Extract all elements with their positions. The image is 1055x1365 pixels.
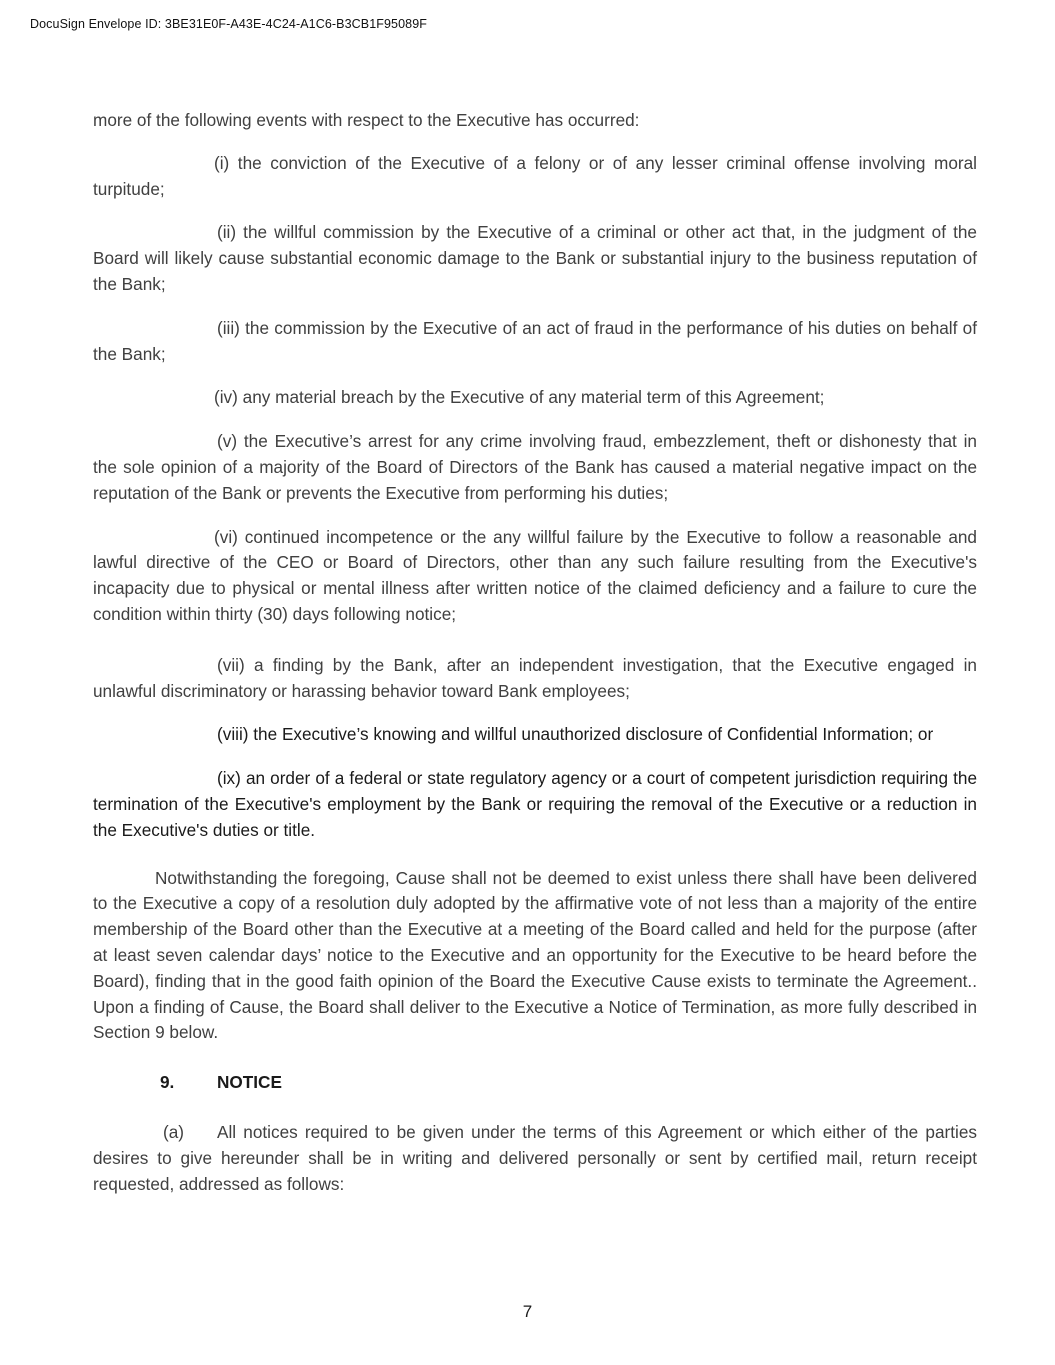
notice-a-label: (a)	[163, 1121, 185, 1142]
section-heading	[93, 1070, 977, 1096]
section-number: 9.	[160, 1072, 175, 1093]
page-number: 7	[522, 1302, 533, 1321]
item-iv: (iv) any material breach by the Executive of any material term of this Agreement;	[214, 387, 825, 408]
docusign-envelope-id: DocuSign Envelope ID: 3BE31E0F-A43E-4C24-A1C6-B3CB1F95089F	[30, 17, 427, 31]
item-vii: (vii) a finding by the Bank, after an independent investigation, that the Executive engaged in unlawful discriminatory or harassing behavior toward Bank employees;	[93, 654, 977, 701]
intro-line: more of the following events with respect to the Executive has occurred:	[93, 110, 640, 130]
item-ix: (ix) an order of a federal or state regulatory agency or a court of competent jurisdiction requiring the termination of the Executive's employment by the Bank or requiring the removal of the Executive or a reduction in the Executive's duties or title.	[93, 768, 977, 840]
section-title: NOTICE	[217, 1072, 282, 1093]
item-viii: (viii) the Executive’s knowing and willful unauthorized disclosure of Confidential Information; or	[217, 724, 934, 745]
item-i: (i) the conviction of the Executive of a felony or of any lesser criminal offense involving moral turpitude;	[93, 152, 977, 199]
item-v: (v) the Executive’s arrest for any crime involving fraud, embezzlement, theft or dishonesty that in the sole opinion of a majority of the Board of Directors of the Bank has caused a material negative impact on the reputation of the Bank or prevents the Executive from performing his duties;	[93, 431, 977, 503]
document-body	[93, 108, 977, 1197]
notwithstanding-paragraph: Notwithstanding the foregoing, Cause shall not be deemed to exist unless there shall have been delivered to the Executive a copy of a resolution duly adopted by the affirmative vote of not less than a majority of the entire membership of the Board other than the Executive at a meeting of the Board called and held for the purpose (after at least seven calendar days’ notice to the Executive and an opportunity for the Executive to be heard before the Board), finding that in the good faith opinion of the Board the Executive Cause exists to terminate the Agreement.. Upon a finding of Cause, the Board shall deliver to the Executive a Notice of Termination, as more fully described in Section 9 below.	[93, 867, 977, 1043]
item-iii: (iii) the commission by the Executive of an act of fraud in the performance of his duties on behalf of the Bank;	[93, 317, 977, 364]
item-vi: (vi) continued incompetence or the any willful failure by the Executive to follow a reasonable and lawful directive of the CEO or Board of Directors, other than any such failure resulting from the Executive's incapacity due to physical or mental illness after written notice of the claimed deficiency and a failure to cure the condition within thirty (30) days following notice;	[93, 526, 977, 624]
notice-a-text: All notices required to be given under the terms of this Agreement or which either of the parties desires to give hereunder shall be in writing and delivered personally or sent by certified mail, return receipt requested, addressed as follows:	[93, 1121, 977, 1194]
notice-paragraph-a	[93, 1120, 977, 1197]
item-ii: (ii) the willful commission by the Executive of a criminal or other act that, in the judgment of the Board will likely cause substantial economic damage to the Bank or substantial injury to the business reputation of the Bank;	[93, 222, 977, 294]
